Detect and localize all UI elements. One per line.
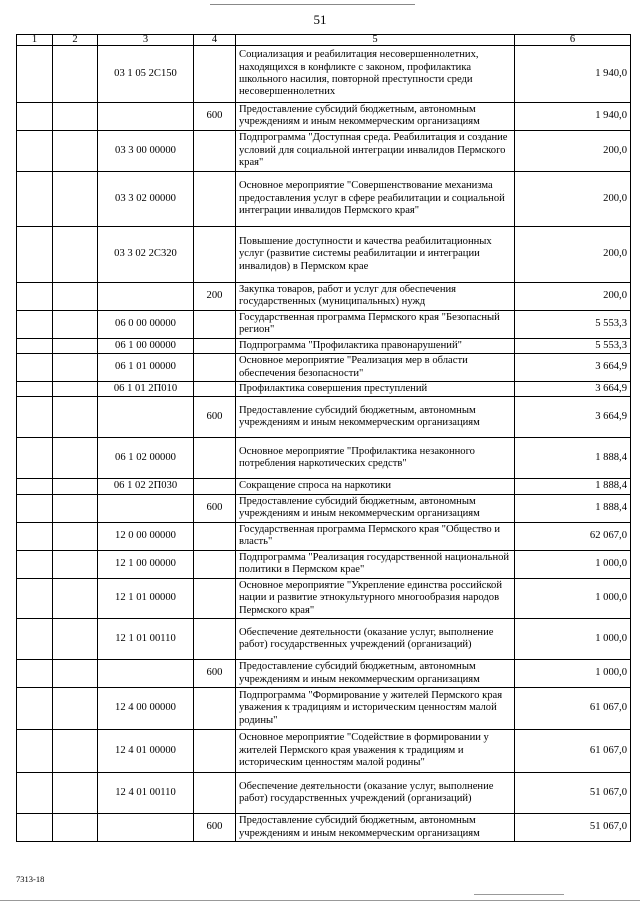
cell-amount: 1 940,0 [515,103,631,131]
column-header: 3 [98,35,194,46]
cell-col1 [17,494,53,522]
cell-code: 06 1 01 00000 [98,354,194,382]
cell-code: 06 1 02 2П030 [98,479,194,494]
cell-amount: 1 000,0 [515,660,631,688]
table-row [17,730,631,773]
cell-name: Обеспечение деятельности (оказание услуг, выполнение работ) государственных учреждений (организаций) [236,619,515,660]
cell-amount: 200,0 [515,171,631,226]
cell-name: Основное мероприятие "Совершенствование механизма предоставления услуг в сфере реабилитации и социальной интеграции инвалидов Пермского края" [236,171,515,226]
cell-col1 [17,171,53,226]
table-row [17,522,631,550]
cell-code: 12 1 00 00000 [98,550,194,578]
cell-type [194,479,236,494]
cell-type [194,550,236,578]
cell-name: Подпрограмма "Доступная среда. Реабилитация и создание условий для социальной интеграции инвалидов Пермского края" [236,130,515,171]
cell-name: Социализация и реабилитация несовершеннолетних, находящихся в конфликте с законом, профилактика школьного насилия, повторной преступности среди несовершеннолетних [236,46,515,103]
column-header: 4 [194,35,236,46]
cell-col1 [17,550,53,578]
cell-code: 06 1 02 00000 [98,438,194,479]
cell-name: Подпрограмма "Формирование у жителей Пермского края уважения к традициям и историческим ценностям малой родины" [236,688,515,730]
cell-type: 600 [194,660,236,688]
cell-code [98,494,194,522]
cell-name: Основное мероприятие "Реализация мер в области обеспечения безопасности" [236,354,515,382]
document-code: 7313-18 [16,874,45,884]
table-row [17,171,631,226]
cell-col2 [53,354,98,382]
cell-type [194,130,236,171]
cell-col1 [17,397,53,438]
top-rule [210,4,415,5]
column-header: 1 [17,35,53,46]
cell-col2 [53,282,98,310]
cell-col1 [17,130,53,171]
page-number: 51 [313,12,327,27]
table-row [17,438,631,479]
cell-col1 [17,310,53,338]
column-header: 6 [515,35,631,46]
cell-col1 [17,338,53,353]
bottom-rule-short [474,894,564,895]
cell-name: Предоставление субсидий бюджетным, автономным учреждениям и иным некоммерческим организациям [236,814,515,842]
cell-name: Основное мероприятие "Профилактика незаконного потребления наркотических средств" [236,438,515,479]
cell-type: 600 [194,103,236,131]
column-header: 5 [236,35,515,46]
cell-amount: 1 940,0 [515,46,631,103]
cell-name: Подпрограмма "Реализация государственной национальной политики в Пермском крае" [236,550,515,578]
cell-col2 [53,103,98,131]
cell-amount: 1 888,4 [515,438,631,479]
cell-amount: 61 067,0 [515,730,631,773]
cell-col2 [53,382,98,397]
cell-type: 600 [194,814,236,842]
cell-amount: 51 067,0 [515,773,631,814]
cell-col2 [53,171,98,226]
cell-col1 [17,773,53,814]
cell-name: Профилактика совершения преступлений [236,382,515,397]
cell-code: 12 4 00 00000 [98,688,194,730]
cell-type: 600 [194,397,236,438]
cell-col2 [53,338,98,353]
cell-code: 03 3 02 2С320 [98,226,194,282]
cell-name: Предоставление субсидий бюджетным, автономным учреждениям и иным некоммерческим организациям [236,494,515,522]
cell-name: Обеспечение деятельности (оказание услуг, выполнение работ) государственных учреждений (организаций) [236,773,515,814]
cell-type [194,226,236,282]
cell-amount: 200,0 [515,226,631,282]
cell-amount: 3 664,9 [515,354,631,382]
cell-col1 [17,226,53,282]
cell-name: Закупка товаров, работ и услуг для обеспечения государственных (муниципальных) нужд [236,282,515,310]
column-header-row [17,35,631,46]
cell-code: 06 1 00 00000 [98,338,194,353]
cell-name: Повышение доступности и качества реабилитационных услуг (развитие системы реабилитации и интеграции инвалидов) в Пермском крае [236,226,515,282]
cell-type [194,773,236,814]
cell-col1 [17,688,53,730]
cell-amount: 61 067,0 [515,688,631,730]
cell-type [194,522,236,550]
cell-col2 [53,397,98,438]
cell-code: 06 0 00 00000 [98,310,194,338]
cell-code [98,282,194,310]
cell-col2 [53,522,98,550]
table-row [17,619,631,660]
table-row [17,46,631,103]
table-row [17,688,631,730]
cell-type [194,578,236,618]
cell-amount: 1 888,4 [515,494,631,522]
cell-col1 [17,522,53,550]
cell-code: 12 1 01 00000 [98,578,194,618]
table-row [17,282,631,310]
cell-name: Государственная программа Пермского края "Общество и власть" [236,522,515,550]
budget-table [16,34,631,842]
cell-code: 12 4 01 00110 [98,773,194,814]
cell-name: Предоставление субсидий бюджетным, автономным учреждениям и иным некоммерческим организациям [236,660,515,688]
cell-col2 [53,688,98,730]
cell-col1 [17,730,53,773]
table-row [17,354,631,382]
cell-col2 [53,660,98,688]
cell-col2 [53,438,98,479]
cell-code [98,814,194,842]
cell-amount: 1 888,4 [515,479,631,494]
cell-name: Основное мероприятие "Содействие в формировании у жителей Пермского края уважения к традициям и историческим ценностям малой родины" [236,730,515,773]
cell-col1 [17,282,53,310]
cell-col1 [17,479,53,494]
table-row [17,382,631,397]
cell-amount: 3 664,9 [515,382,631,397]
cell-type [194,171,236,226]
cell-col1 [17,619,53,660]
cell-amount: 1 000,0 [515,619,631,660]
cell-col2 [53,773,98,814]
cell-amount: 1 000,0 [515,550,631,578]
cell-name: Предоставление субсидий бюджетным, автономным учреждениям и иным некоммерческим организациям [236,103,515,131]
table-row [17,103,631,131]
cell-col1 [17,382,53,397]
cell-code: 03 3 00 00000 [98,130,194,171]
cell-col2 [53,46,98,103]
cell-code [98,397,194,438]
cell-type [194,619,236,660]
cell-col1 [17,660,53,688]
cell-type [194,688,236,730]
cell-name: Основное мероприятие "Укрепление единства российской нации и развитие этнокультурного многообразия народов Пермского края" [236,578,515,618]
cell-amount: 51 067,0 [515,814,631,842]
cell-name: Подпрограмма "Профилактика правонарушений" [236,338,515,353]
cell-col2 [53,310,98,338]
cell-amount: 200,0 [515,282,631,310]
table-row [17,397,631,438]
table-row [17,814,631,842]
table-row [17,494,631,522]
cell-type [194,354,236,382]
cell-col2 [53,619,98,660]
table-row [17,773,631,814]
table-row [17,338,631,353]
cell-type [194,46,236,103]
cell-code: 12 0 00 00000 [98,522,194,550]
table-row [17,226,631,282]
cell-type [194,730,236,773]
cell-amount: 1 000,0 [515,578,631,618]
cell-code [98,660,194,688]
cell-col1 [17,354,53,382]
cell-amount: 3 664,9 [515,397,631,438]
cell-name: Государственная программа Пермского края "Безопасный регион" [236,310,515,338]
table-row [17,310,631,338]
table-row [17,130,631,171]
cell-code: 03 1 05 2С150 [98,46,194,103]
cell-col2 [53,730,98,773]
cell-code [98,103,194,131]
cell-col2 [53,814,98,842]
cell-col2 [53,226,98,282]
table-row [17,660,631,688]
cell-type [194,438,236,479]
cell-code: 06 1 01 2П010 [98,382,194,397]
cell-code: 12 1 01 00110 [98,619,194,660]
cell-col2 [53,578,98,618]
cell-amount: 200,0 [515,130,631,171]
cell-type [194,382,236,397]
cell-name: Предоставление субсидий бюджетным, автономным учреждениям и иным некоммерческим организациям [236,397,515,438]
table-row [17,578,631,618]
cell-col1 [17,46,53,103]
table-row [17,550,631,578]
cell-col2 [53,494,98,522]
cell-code: 03 3 02 00000 [98,171,194,226]
cell-name: Сокращение спроса на наркотики [236,479,515,494]
cell-type [194,338,236,353]
cell-col1 [17,103,53,131]
cell-amount: 5 553,3 [515,310,631,338]
cell-type [194,310,236,338]
column-header: 2 [53,35,98,46]
cell-type: 600 [194,494,236,522]
bottom-rule [0,900,640,901]
cell-code: 12 4 01 00000 [98,730,194,773]
cell-col1 [17,814,53,842]
cell-amount: 62 067,0 [515,522,631,550]
cell-col1 [17,438,53,479]
cell-type: 200 [194,282,236,310]
table-row [17,479,631,494]
cell-col1 [17,578,53,618]
cell-col2 [53,130,98,171]
cell-amount: 5 553,3 [515,338,631,353]
cell-col2 [53,550,98,578]
cell-col2 [53,479,98,494]
